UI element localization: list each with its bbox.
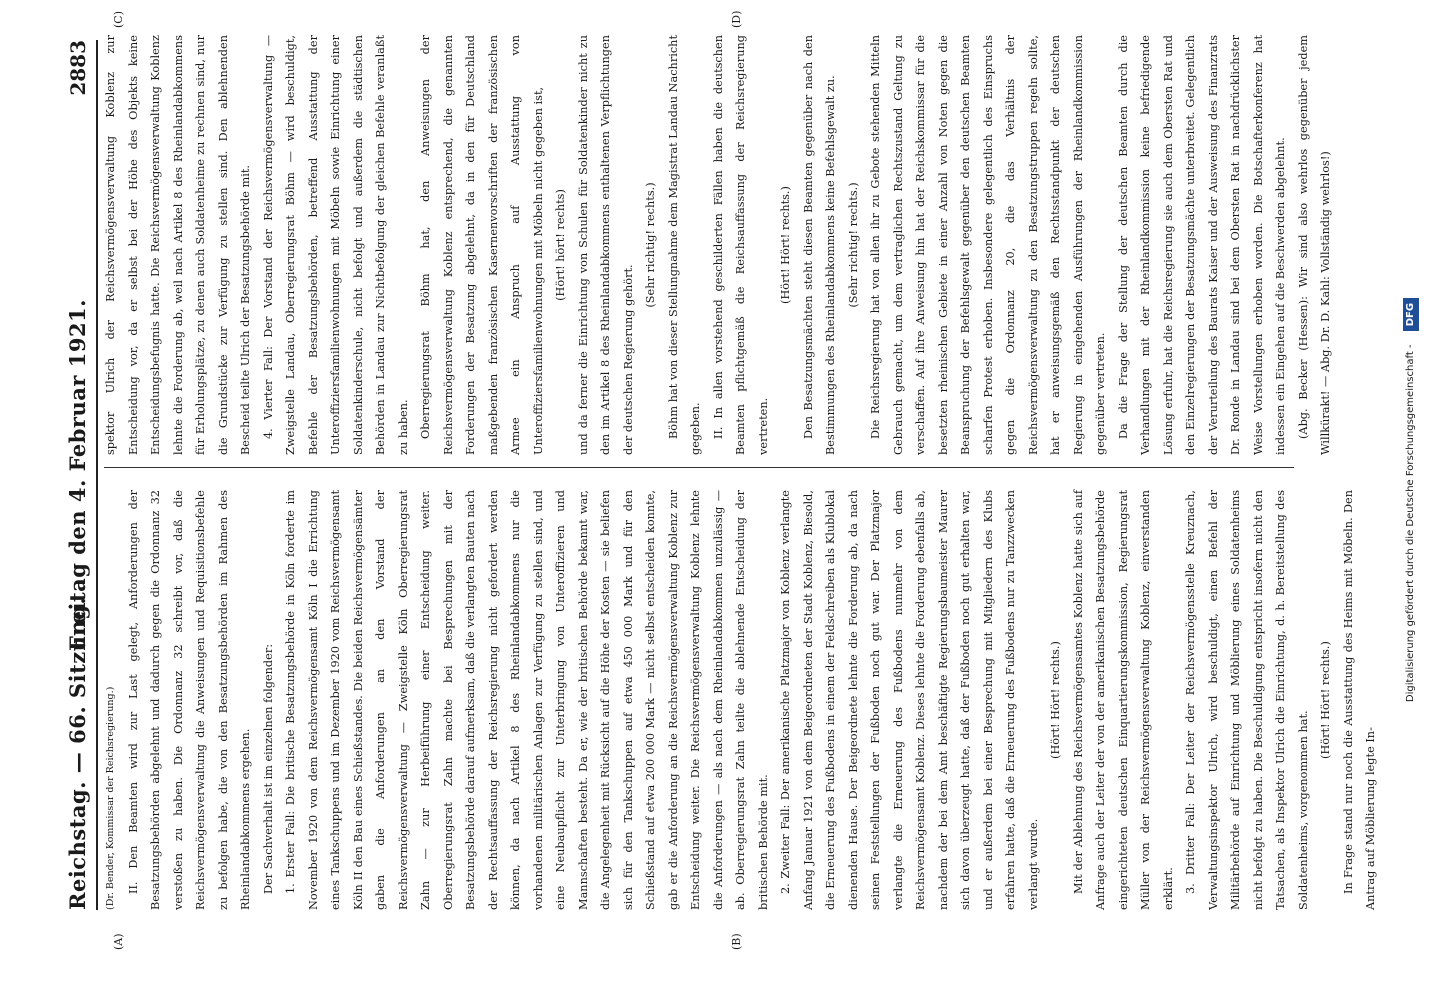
paragraph: (Sehr richtig! rechts.) [846,182,860,308]
paragraph: II. Den Beamten wird zur Last gelegt, Anforderungen der Besatzungsbehörden abgelehnt und dadurch gegen die Ordonnanz 32 verstoßen zu haben. Die Ordonnanz 32 schreibt vor, daß die Reichsvermögensverwaltung die Anweisungen und Requisitionsbefehle zu befolgen habe, die von den Besatzungsbehörden im Rahmen des Rheinlandabkommens ergehen. [126,490,252,910]
paragraph: 3. Dritter Fall: Der Leiter der Reichsvermögensstelle Kreuznach, Verwaltungsinspektor Ulrich, wird beschuldigt, einen Befehl der Militärbehörde auf Einrichtung und Möblierung eines Soldatenheims nicht befolgt zu haben. Die Beschuldigung entspricht insofern nicht den Tatsachen, als Inspektor Ulrich die Einrichtung, d. h. Bereitstellung des Soldatenheims, vorgenommen hat. [1184,490,1310,910]
right-column [100,35,1332,455]
paragraph: In Frage stand nur noch die Ausstattung des Heims mit Möbeln. Den Antrag auf Möblierung legte In- [1341,490,1377,910]
margin-mark-a: (A) [112,933,125,950]
column-divider [104,467,1294,468]
margin-mark-d: (D) [730,10,743,28]
paragraph: Da die Frage der Stellung der deutschen Beamten durch die Verhandlungen mit der Rheinlandkommission keine befriedigende Lösung erfuhr, hat die Reichsregierung sie auch dem Obersten Rat und den Einzelregierungen der Besatzungsmächte unterbreitet. Gelegentlich der Verurteilung des Baurats Kaiser und der Ausweisung des Finanzrats Dr. Ronde in Landau sind bei dem Obersten Rat in nachdrücklichster Weise Vorstellungen erhoben worden. Die Botschafterkonferenz hat indessen ein Eingehen auf die Beschwerden abgelehnt. [1116,35,1287,455]
paragraph: (Hört! Hört! rechts.) [779,186,792,304]
paragraph: (Dr. Bender, Kommissar der Reichsregierung.) [105,686,116,910]
left-column [100,490,1377,910]
paragraph: Oberregierungsrat Böhm hat, den Anweisungen der Reichsvermögensverwaltung Koblenz entsprechend, die genannten Forderungen der Besatzung abgelehnt, da in den für Deutschland maßgebenden französischen Kasernenvorschriften der französischen Armee ein Anspruch auf Ausstattung von Unteroffiziersfamilienwohnungen mit Möbeln nicht gegeben ist, [419,35,545,455]
paragraph: II. In allen vorstehend geschilderten Fällen haben die deutschen Beamten pflichtgemäß die Reichsauffassung der Reichsregierung vertreten. [711,35,770,455]
paragraph: (Hört! hört! rechts) [554,189,567,301]
paragraph: Den Besatzungsmächten steht diesen Beamten gegenüber nach den Bestimmungen des Rheinlandabkommens keine Befehlsgewalt zu. [801,35,837,455]
paragraph: (Hört! Hört! rechts.) [1049,641,1062,759]
paragraph: (Hört! Hört! rechts.) [1319,641,1332,759]
paragraph: Die Reichsregierung hat von allen ihr zu Gebote stehenden Mitteln Gebrauch gemacht, um dem vertraglichen Rechtszustand Geltung zu verschaffen. Auf ihre Anweisung hin hat der Reichskommissar für die besetzten rheinischen Gebiete in einer Anzahl von Noten gegen die Beanspruchung der Befehlsgewalt gegenüber den deutschen Beamten scharfen Protest erhoben. Insbesondere gelegentlich des Einspruchs gegen die Ordonnanz 20, die das Verhältnis der Reichsvermögensverwaltung zu den Besatzungstruppen regeln sollte, hat er anweisungsgemäß den Rechtsstandpunkt der deutschen Regierung in eingehenden Ausführungen der Rheinlandkommission gegenüber vertreten. [869,35,1107,455]
margin-mark-b: (B) [730,933,743,950]
paragraph: Der Sachverhalt ist im einzelnen folgender: [261,643,275,894]
paragraph: 2. Zweiter Fall: Der amerikanische Platzmajor von Koblenz verlangte Anfang Januar 1921 von dem Beigeordneten der Stadt Koblenz, Biesold, die Erneuerung des Fußbodens in einem der Feldschreiben als Klublokal dienenden Hause. Der Beigeordnete lehnte die Forderung ab, da nach seinen Feststellungen der Fußboden noch gut war. Der Platzmajor verlangte die Erneuerung des Fußbodens nunmehr von dem Reichsvermögensamt Koblenz. Dieses lehnte die Forderung ebenfalls ab, nachdem der bei dem Amt beschäftigte Regierungsbaumeister Maurer sich davon überzeugt hatte, daß der Fußboden noch gut erhalten war, und er außerdem bei einer Besprechung mit Mitgliedern des Klubs erfahren hatte, daß die Erneuerung des Fußbodens nur zu Tanzzwecken verlangt wurde. [779,490,1040,910]
paragraph: spektor Ulrich der Reichsvermögensverwaltung Koblenz zur Entscheidung vor, da er selbst bei der Höhe des Objekts keine Entscheidungsbefugnis hatte. Die Reichsvermögensverwaltung Koblenz lehnte die Forderung ab, weil nach Artikel 8 des Rheinlandabkommens für Erholungsplätze, zu denen auch Soldatenheime zu rechnen sind, nur die Grundstücke zur Verfügung zu stellen sind. Den ablehnenden Bescheid teilte Ulrich der Besatzungsbehörde mit. [104,35,252,455]
margin-mark-c: (C) [112,11,125,28]
paragraph: (Sehr richtig! rechts.) [644,182,657,308]
footer-text: Digitalisierung gefördert durch die Deutsche Forschungsgemeinschaft - [1405,344,1416,703]
paragraph: Mit der Ablehnung des Reichsvermögensamtes Koblenz hatte sich auf Anfrage auch der Leiter der von der amerikanischen Besatzungsbehörde eingerichteten deutschen Einquartierungskommission, Regierungsrat Müller von der Reichsvermögensverwaltung Koblenz, einverstanden erklärt. [1071,490,1175,910]
paragraph: (Abg. Becker (Hessen): Wir sind also wehrlos gegenüber jedem Willkürakt! — Abg. Dr. D. Kahl: Vollständig wehrlos!) [1296,35,1332,455]
paragraph: und da ferner die Einrichtung von Schulen für Soldatenkinder nicht zu den im Artikel 8 des Rheinlandabkommens enthaltenen Verpflichtungen der deutschen Regierung gehört. [576,35,635,455]
digitization-footer [1400,0,1422,1000]
header-date: Freitag den 4. Februar 1921. [65,299,90,651]
header-session: Reichstag. — 66. Sitzung. [65,596,90,910]
page-number: 2883 [66,40,90,96]
paragraph: 1. Erster Fall: Die britische Besatzungsbehörde in Köln forderte im November 1920 von dem Reichsvermögensamt Köln I die Errichtung eines Tankschuppens und im Dezember 1920 vom Reichsvermögensamt Köln II den Bau eines Schießstandes. Die beiden Reichsvermögensämter gaben die Anforderungen an den Vorstand der Reichsvermögensverwaltung — Zweigstelle Köln Oberregierungsrat Zahn — zur Herbeiführung einer Entscheidung weiter. Oberregierungsrat Zahn machte bei Besprechungen mit der Besatzungsbehörde darauf aufmerksam, daß die verlangten Bauten nach der Rechtsauffassung der Reichsregierung nicht gefordert werden können, da nach Artikel 8 des Rheinlandabkommens nur die vorhandenen militärischen Anlagen zur Verfügung zu stellen sind, und eine Neubaupflicht zur Unterbringung von Unteroffizieren und Mannschaften besteht. Da er, wie der britischen Behörde bekannt war, die Angelegenheit mit Rücksicht auf die Höhe der Kosten — sie beliefen sich für den Tankschuppen auf etwa 450 000 Mark und für den Schießstand auf etwa 200 000 Mark — nicht selbst entscheiden konnte, gab er die Anforderung an die Reichsvermögensverwaltung Koblenz zur Entscheidung weiter. Die Reichsvermögensverwaltung Koblenz lehnte die Anforderungen — als nach dem Rheinlandabkommen unzulässig — ab. Oberregierungsrat Zahn teilte die ablehnende Entscheidung der britischen Behörde mit. [284,490,770,910]
paragraph: Böhm hat von dieser Stellungnahme dem Magistrat Landau Nachricht gegeben. [666,35,702,455]
page-header [48,40,98,910]
paragraph: 4. Vierter Fall: Der Vorstand der Reichsvermögensverwaltung — Zweigstelle Landau, Oberregierungsrat Böhm — wird beschuldigt, Befehle der Besatzungsbehörden, betreffend Ausstattung der Unteroffiziersfamilienwohnungen mit Möbeln sowie Einrichtung einer Soldatenkinderschule, nicht befolgt und außerdem die städtischen Behörden in Landau zur Nichtbefolgung der gleichen Befehle veranlaßt zu haben. [261,35,410,455]
dfg-logo: DFG [1403,298,1419,331]
